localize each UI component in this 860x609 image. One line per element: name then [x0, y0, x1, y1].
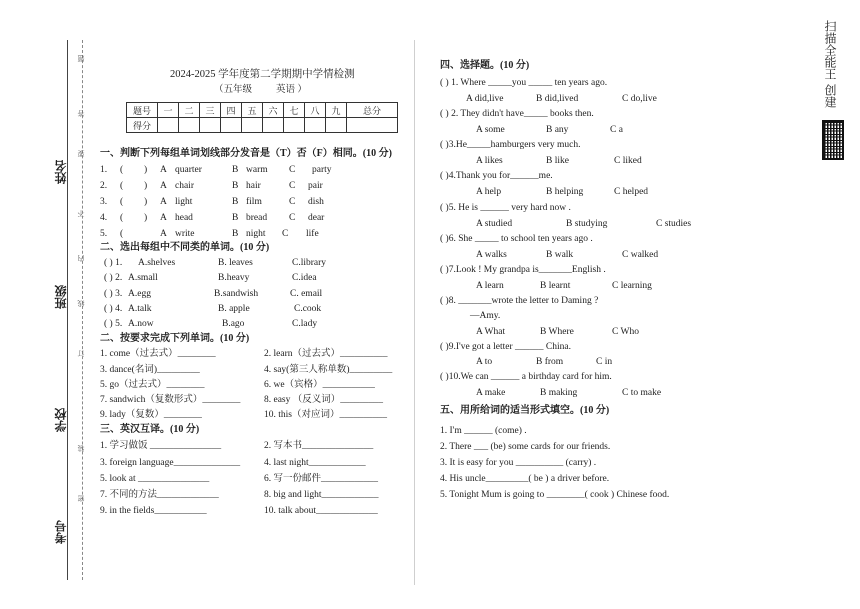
score-cell[interactable]: [179, 118, 200, 133]
s3-right-1[interactable]: 2. learn（过去式）__________: [264, 349, 388, 359]
answer-paren[interactable]: ): [144, 213, 148, 223]
item-number: 4.: [100, 213, 108, 223]
score-cell[interactable]: [326, 118, 347, 133]
option: A.now: [128, 319, 154, 329]
option-letter: C: [282, 229, 289, 239]
word: dear: [308, 213, 325, 223]
s5-q5-b[interactable]: B studying: [566, 219, 608, 229]
option-letter: A: [160, 165, 167, 175]
s5-q8-a[interactable]: A What: [476, 327, 506, 337]
s5-q6[interactable]: ( )6. She _____ to school ten years ago .: [440, 234, 593, 244]
page-fold: [414, 40, 415, 585]
class-label: 班级: [54, 285, 68, 309]
score-value-row: [127, 118, 398, 133]
s5-q3-c[interactable]: C liked: [614, 156, 642, 166]
option: C.idea: [292, 273, 317, 283]
answer-paren[interactable]: (: [120, 213, 124, 223]
score-cell[interactable]: [263, 118, 284, 133]
answer-paren[interactable]: (: [120, 229, 124, 239]
score-cell: 题号: [127, 103, 158, 118]
s5-q4-a[interactable]: A help: [476, 187, 502, 197]
item-number[interactable]: ( ) 1.: [104, 258, 123, 268]
section-2-heading: 二、选出每组中不同类的单词。(10 分): [100, 242, 270, 253]
s6-row-5[interactable]: 5. Tonight Mum is going to ________( cook ) Chinese food.: [440, 490, 670, 500]
word: party: [312, 165, 332, 175]
option-letter: C: [289, 213, 296, 223]
option: C.lady: [292, 319, 318, 329]
option-letter: C: [289, 181, 296, 191]
answer-paren[interactable]: ): [144, 197, 148, 207]
word: night: [246, 229, 266, 239]
s5-q8-c[interactable]: C Who: [612, 327, 640, 337]
option-letter: B: [232, 165, 239, 175]
s6-row-4[interactable]: 4. His uncle_________( be ) a driver before.: [440, 474, 610, 484]
score-cell: 二: [179, 103, 200, 118]
seal-mark-6: 线: [77, 300, 85, 307]
s6-row-1[interactable]: 1. I'm ______ (come) .: [440, 426, 527, 436]
s5-q8[interactable]: ( )8. _______wrote the letter to Daming ?: [440, 296, 599, 306]
score-cell: 五: [242, 103, 263, 118]
s5-q2[interactable]: ( ) 2. They didn't have_____ books then.: [440, 109, 594, 119]
answer-paren[interactable]: (: [120, 197, 124, 207]
exam-number-label: 考号: [54, 520, 68, 544]
option: C.cook: [294, 304, 322, 314]
option-letter: B: [232, 213, 239, 223]
answer-paren[interactable]: ): [144, 181, 148, 191]
option: B.sandwish: [214, 289, 259, 299]
s5-q6-c[interactable]: C walked: [622, 250, 659, 260]
score-cell: 六: [263, 103, 284, 118]
s5-q9-c[interactable]: C in: [596, 357, 613, 367]
option: A.talk: [128, 304, 152, 314]
s6-row-3[interactable]: 3. It is easy for you __________ (carry) .: [440, 458, 597, 468]
s4-right-4[interactable]: 8. big and light____________: [264, 490, 379, 500]
s5-q6-a[interactable]: A walks: [476, 250, 507, 260]
seal-mark-7: 订: [77, 350, 85, 357]
s4-left-5[interactable]: 9. in the fields___________: [100, 506, 207, 516]
option: B.heavy: [218, 273, 250, 283]
option: A.egg: [128, 289, 151, 299]
s5-q3-a[interactable]: A likes: [476, 156, 503, 166]
s5-q5-a[interactable]: A studied: [476, 219, 513, 229]
word: dish: [308, 197, 324, 207]
score-cell: 九: [326, 103, 347, 118]
option-letter: A: [160, 229, 167, 239]
score-cell[interactable]: [305, 118, 326, 133]
option: B. apple: [218, 304, 250, 314]
s5-q9-a[interactable]: A to: [476, 357, 493, 367]
word: film: [246, 197, 262, 207]
option-letter: C: [289, 165, 296, 175]
s5-q4[interactable]: ( )4.Thank you for______me.: [440, 171, 553, 181]
score-table: [126, 102, 398, 133]
item-number: 2.: [100, 181, 108, 191]
s3-right-3[interactable]: 6. we（宾格）___________: [264, 380, 375, 390]
item-number: 3.: [100, 197, 108, 207]
grade-label: （五年级: [214, 85, 253, 95]
seal-mark-2: 答: [77, 110, 85, 117]
s5-q2-a[interactable]: A some: [476, 125, 505, 135]
s4-right-1[interactable]: 2. 写本书_______________: [264, 441, 374, 451]
s5-q9[interactable]: ( )9.I've got a letter ______ China.: [440, 342, 571, 352]
option-letter: B: [232, 181, 239, 191]
s3-right-5[interactable]: 10. this（对应词）__________: [264, 410, 387, 420]
word: head: [175, 213, 193, 223]
section-1-heading: 一、判断下列每组单词划线部分发音是（T）否（F）相同。(10 分): [100, 148, 392, 159]
school-label: 学校: [54, 408, 68, 432]
item-number[interactable]: ( ) 3.: [104, 289, 123, 299]
score-cell[interactable]: [242, 118, 263, 133]
option: B. leaves: [218, 258, 253, 268]
score-cell: 四: [221, 103, 242, 118]
s6-row-2[interactable]: 2. There ___ (be) some cards for our friends.: [440, 442, 611, 452]
s4-right-2[interactable]: 4. last night____________: [264, 458, 366, 468]
s4-left-1[interactable]: 1. 学习做饭 _______________: [100, 441, 222, 451]
score-cell[interactable]: [221, 118, 242, 133]
word: chair: [175, 181, 194, 191]
s3-right-4[interactable]: 8. easy （反义词）_________: [264, 395, 384, 405]
s5-q7[interactable]: ( )7.Look ! My grandpa is_______English .: [440, 265, 606, 275]
word: life: [306, 229, 319, 239]
s5-q1[interactable]: ( ) 1. Where _____you _____ ten years ago.: [440, 78, 608, 88]
s4-left-4[interactable]: 7. 不同的方法_____________: [100, 490, 219, 500]
score-cell: 三: [200, 103, 221, 118]
answer-paren[interactable]: ): [144, 165, 148, 175]
word: pair: [308, 181, 323, 191]
s5-q2-c[interactable]: C a: [610, 125, 623, 135]
s5-q9-b[interactable]: B from: [536, 357, 564, 367]
item-number[interactable]: ( ) 2.: [104, 273, 123, 283]
score-cell: 八: [305, 103, 326, 118]
word: hair: [246, 181, 261, 191]
option: B.ago: [222, 319, 245, 329]
s3-left-1[interactable]: 1. come（过去式）________: [100, 349, 216, 359]
s5-q1-a[interactable]: A did,live: [466, 94, 504, 104]
s5-q8-answer: —Amy.: [470, 311, 501, 321]
answer-paren[interactable]: (: [120, 181, 124, 191]
score-header-row: [127, 103, 398, 118]
word: write: [175, 229, 195, 239]
word: light: [175, 197, 193, 207]
s5-q5[interactable]: ( )5. He is ______ very hard now .: [440, 203, 571, 213]
s4-right-5[interactable]: 10. talk about_____________: [264, 506, 378, 516]
score-cell: 总分: [347, 103, 398, 118]
seal-mark-5: 内: [77, 255, 85, 262]
s5-q10-a[interactable]: A make: [476, 388, 506, 398]
score-cell: 七: [284, 103, 305, 118]
score-cell[interactable]: [158, 118, 179, 133]
option: A.small: [128, 273, 158, 283]
subject-label: 英语 ）: [276, 85, 307, 95]
option-letter: B: [232, 197, 239, 207]
s4-left-3[interactable]: 5. look at _______________: [100, 474, 210, 484]
answer-paren[interactable]: (: [120, 165, 124, 175]
s5-q1-b[interactable]: B did,lived: [536, 94, 579, 104]
option: A.shelves: [138, 258, 176, 268]
seal-mark-4: 不: [77, 210, 85, 217]
s3-right-2[interactable]: 4. say(第三人称单数)_________: [264, 365, 393, 375]
word: warm: [246, 165, 268, 175]
score-cell[interactable]: [284, 118, 305, 133]
s5-q5-c[interactable]: C studies: [656, 219, 692, 229]
section-6-heading: 五、用所给词的适当形式填空。(10 分): [440, 405, 610, 416]
s4-left-2[interactable]: 3. foreign language______________: [100, 458, 241, 468]
option-letter: A: [160, 213, 167, 223]
option-letter: A: [160, 197, 167, 207]
option: C. email: [290, 289, 323, 299]
seal-mark-9: 密: [77, 495, 85, 502]
score-cell: 得分: [127, 118, 158, 133]
s5-q3[interactable]: ( )3.He_____hamburgers very much.: [440, 140, 581, 150]
item-number[interactable]: ( ) 5.: [104, 319, 123, 329]
s5-q7-a[interactable]: A learn: [476, 281, 504, 291]
exam-title: 2024-2025 学年度第二学期期中学情检测: [170, 69, 355, 80]
s5-q7-c[interactable]: C learning: [612, 281, 652, 291]
seal-mark-1: 题: [77, 55, 85, 62]
score-cell[interactable]: [200, 118, 221, 133]
option-letter: C: [289, 197, 296, 207]
section-5-heading: 四、选择题。(10 分): [440, 60, 530, 71]
s4-right-3[interactable]: 6. 写一份邮件____________: [264, 474, 379, 484]
section-4-heading: 三、英汉互译。(10 分): [100, 424, 200, 435]
word: quarter: [175, 165, 202, 175]
binding-line: [67, 40, 68, 580]
option: C.library: [292, 258, 327, 268]
seal-mark-8: 装: [77, 445, 85, 452]
s5-q10-c[interactable]: C to make: [622, 388, 662, 398]
s5-q10[interactable]: ( )10.We can ______ a birthday card for him.: [440, 372, 612, 382]
section-3-heading: 二、按要求完成下列单词。(10 分): [100, 333, 250, 344]
option-letter: A: [160, 181, 167, 191]
s5-q4-b[interactable]: B helping: [546, 187, 584, 197]
option-letter: B: [232, 229, 239, 239]
score-cell[interactable]: [347, 118, 398, 133]
s5-q6-b[interactable]: B walk: [546, 250, 574, 260]
s3-left-2[interactable]: 3. dance(名词)_________: [100, 365, 200, 375]
item-number: 5.: [100, 229, 108, 239]
name-label: 姓名: [54, 160, 68, 184]
s3-left-3[interactable]: 5. go（过去式）________: [100, 380, 205, 390]
qr-code-icon: [822, 120, 844, 160]
s5-q7-b[interactable]: B learnt: [540, 281, 571, 291]
score-cell: 一: [158, 103, 179, 118]
item-number: 1.: [100, 165, 108, 175]
item-number[interactable]: ( ) 4.: [104, 304, 123, 314]
s3-left-5[interactable]: 9. lady（复数）________: [100, 410, 202, 420]
word: bread: [246, 213, 268, 223]
s5-q8-b[interactable]: B Where: [540, 327, 574, 337]
s5-q10-b[interactable]: B making: [540, 388, 578, 398]
s5-q1-c[interactable]: C do,live: [622, 94, 657, 104]
watermark-text: 扫描全能王 创建: [823, 20, 837, 108]
seal-mark-3: 要: [77, 150, 85, 157]
s3-left-4[interactable]: 7. sandwich（复数形式）________: [100, 395, 241, 405]
s5-q3-b[interactable]: B like: [546, 156, 569, 166]
s5-q2-b[interactable]: B any: [546, 125, 569, 135]
s5-q4-c[interactable]: C helped: [614, 187, 649, 197]
